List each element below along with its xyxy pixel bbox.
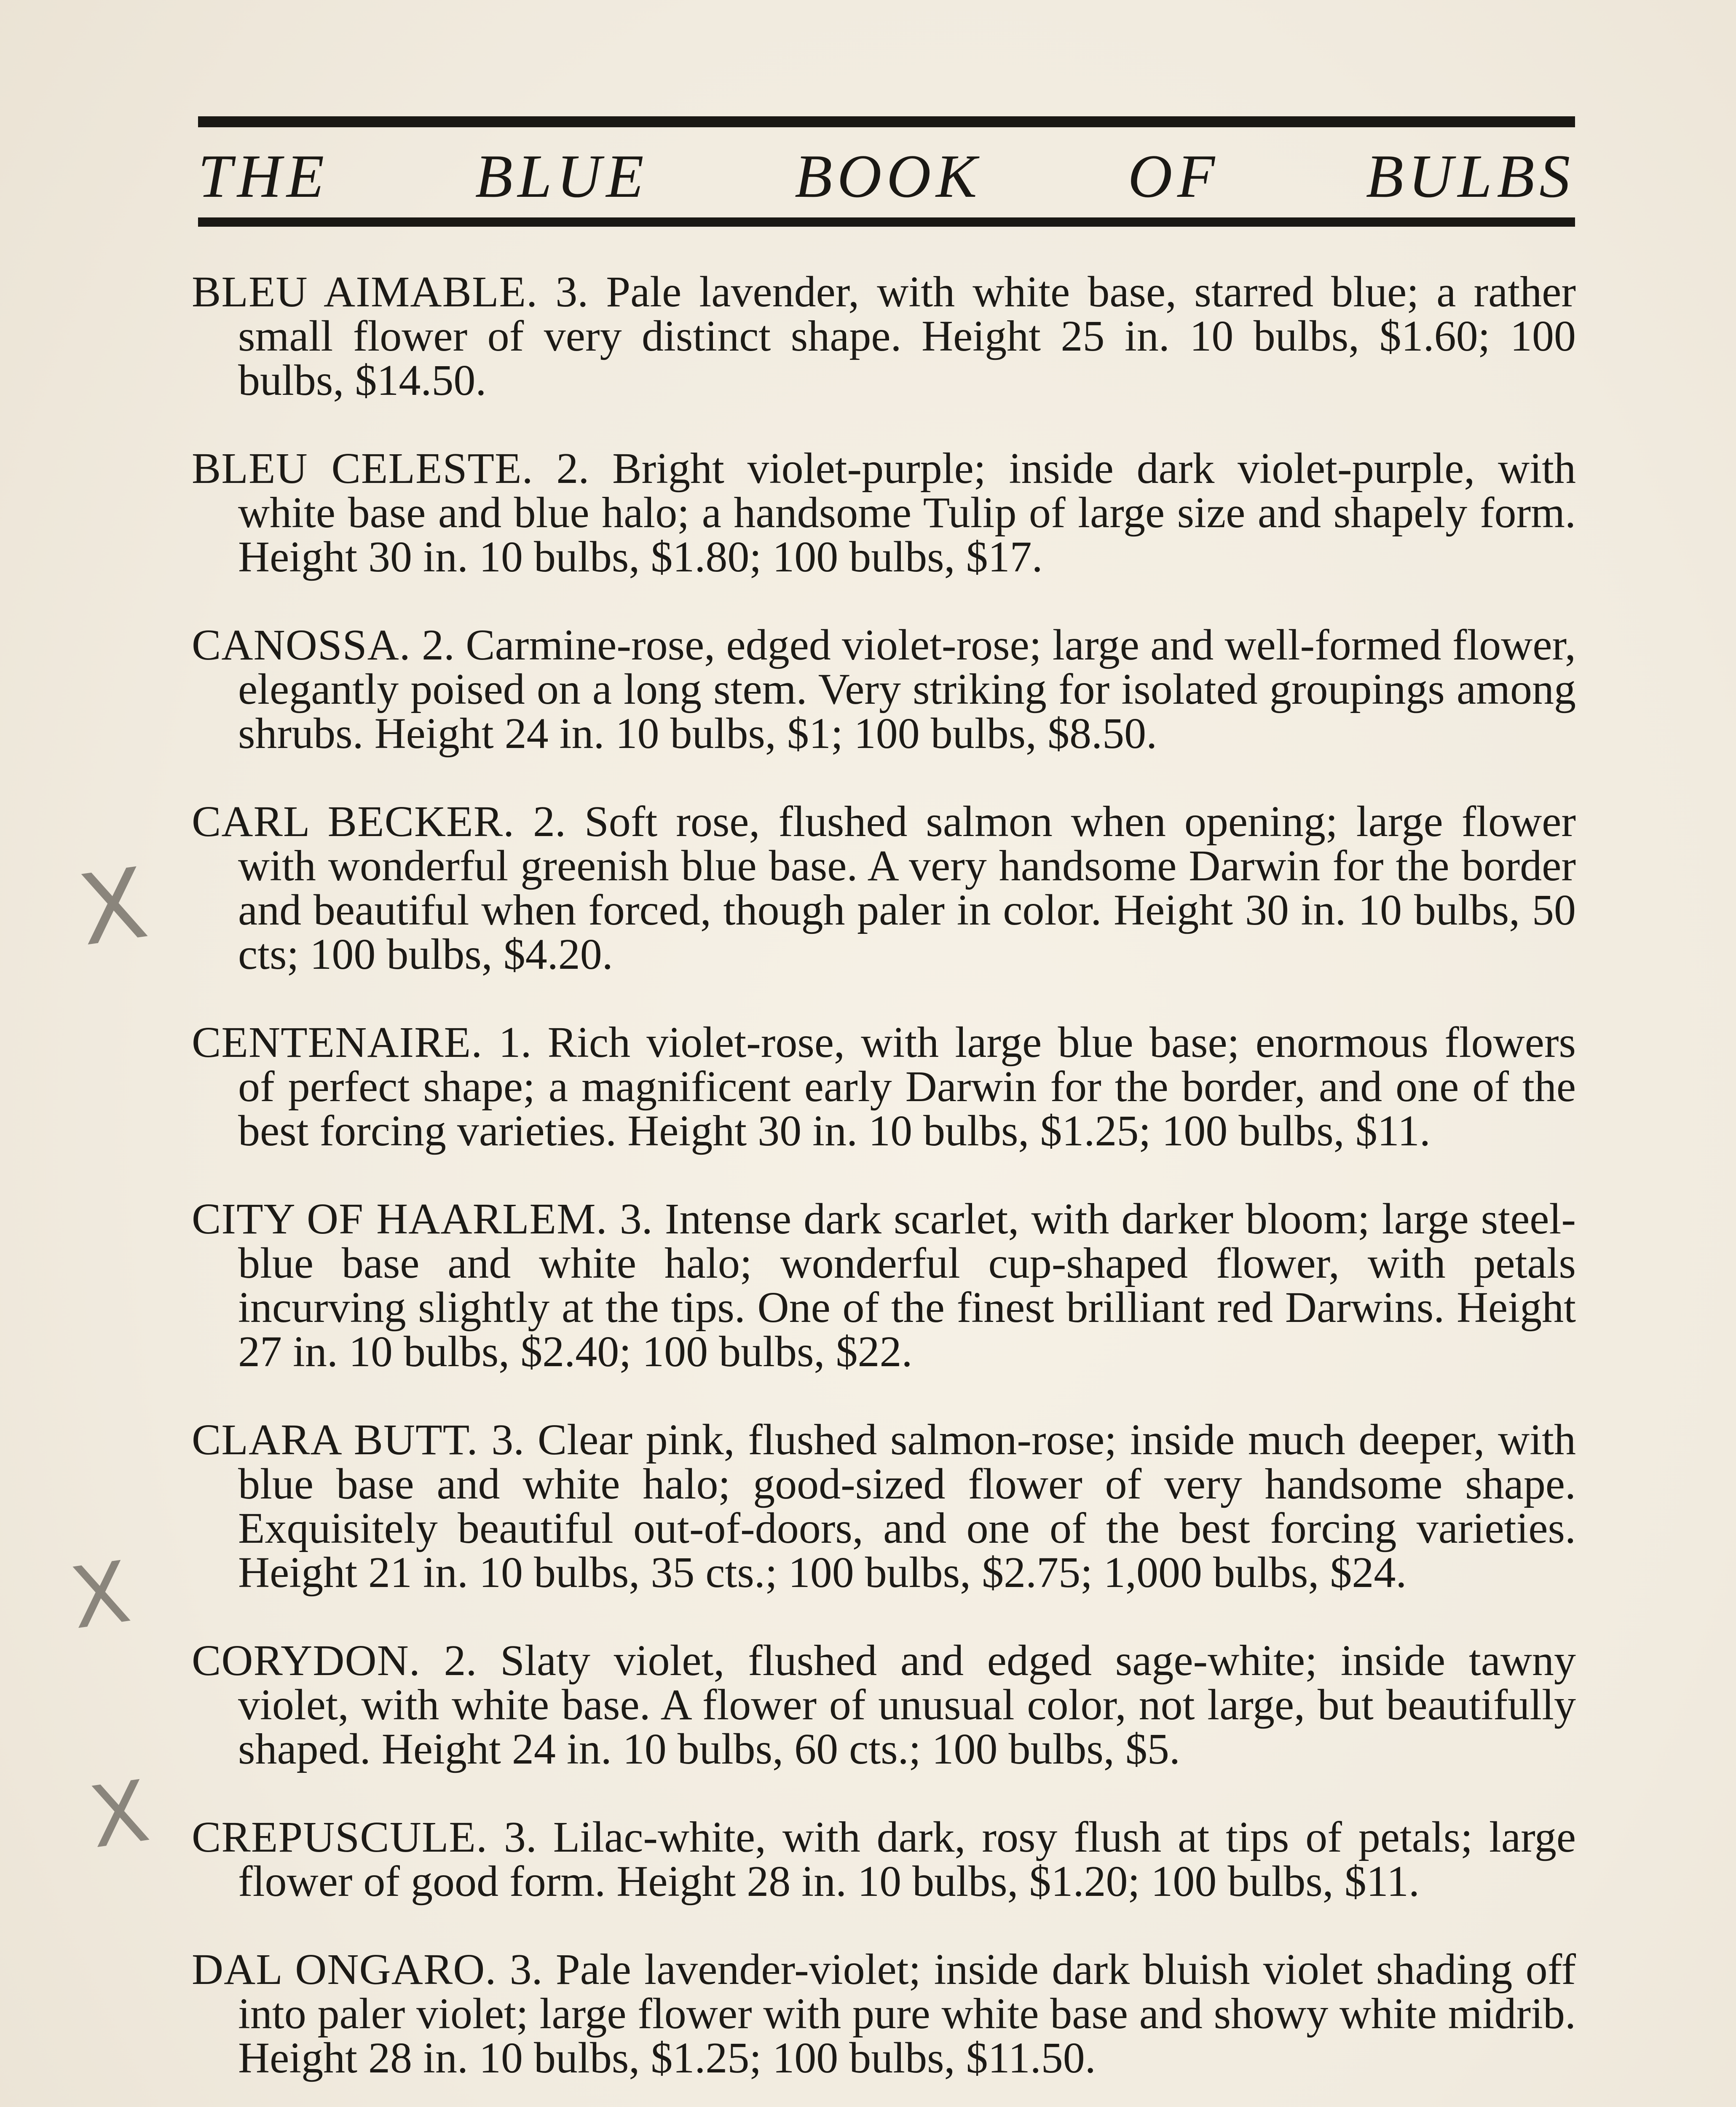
entry-description: 3. Lilac-white, with dark, rosy flush at tips of petals; large flower of good form. Height 28 in. 10 bulbs, $1.20; 100 bulbs, $11. (238, 1813, 1576, 1906)
entry-name: DAL ONGARO. (192, 1945, 497, 1994)
entry-name: CARL BECKER. (192, 797, 515, 846)
catalog-entry (192, 1813, 1576, 1906)
header-word: BLUE (475, 142, 649, 210)
catalog-entry (192, 623, 1576, 756)
header-word: THE (198, 142, 329, 210)
header-word: BOOK (795, 142, 982, 210)
entry-description: 1. Rich violet-rose, with large blue base; enormous flowers of perfect shape; a magnificent early Darwin for the border, and one of the best forcing varieties. Height 30 in. 10 bulbs, $1.25; 100 bulbs, $11. (238, 1018, 1576, 1155)
catalog-entry (192, 1197, 1576, 1374)
catalog-entry (192, 1638, 1576, 1771)
entry-name: CLARA BUTT. (192, 1415, 478, 1464)
header-word: OF (1128, 142, 1220, 210)
entry-description: 3. Intense dark scarlet, with darker bloom; large steel-blue base and white halo; wonderful cup-shaped flower, with petals incurving slightly at the tips. One of the finest brilliant red Darwins. Height 27 in. 10 bulbs, $2.40; 100 bulbs, $22. (238, 1195, 1576, 1376)
entry-name: BLEU AIMABLE. (192, 268, 538, 316)
entry-name: CENTENAIRE. (192, 1018, 483, 1067)
header-rule-top (198, 116, 1575, 127)
catalog-entries (192, 270, 1576, 2105)
catalog-entry (192, 446, 1576, 579)
entry-name: CORYDON. (192, 1636, 421, 1685)
entry-description: 2. Bright violet-purple; inside dark violet-purple, with white base and blue halo; a handsome Tulip of large size and shapely form. Height 30 in. 10 bulbs, $1.80; 100 bulbs, $17. (238, 444, 1576, 581)
entry-description: 2. Soft rose, flushed salmon when opening; large flower with wonderful greenish blue base. A very handsome Darwin for the border and beautiful when forced, though paler in color. Height 30 in. 10 bulbs, 50 cts; 100 bulbs, $4.20. (238, 797, 1576, 978)
header-word: BULBS (1366, 142, 1575, 210)
catalog-entry (192, 799, 1576, 976)
catalog-entry (192, 1947, 1576, 2080)
entry-description: 3. Clear pink, flushed salmon-rose; inside much deeper, with blue base and white halo; good-sized flower of very handsome shape. Exquisitely beautiful out-of-doors, and one of the best forcing varieties. Height 21 in. 10 bulbs, 35 cts.; 100 bulbs, $2.75; 1,000 bulbs, $24. (238, 1415, 1576, 1597)
entry-description: 3. Pale lavender-violet; inside dark bluish violet shading off into paler violet; large flower with pure white base and showy white midrib. Height 28 in. 10 bulbs, $1.25; 100 bulbs, $11.50. (238, 1945, 1576, 2082)
catalog-entry (192, 1020, 1576, 1153)
entry-name: BLEU CELESTE. (192, 444, 533, 493)
pencil-x-mark: X (65, 1543, 136, 1649)
entry-name: CANOSSA. (192, 621, 411, 669)
entry-description: 3. Pale lavender, with white base, starred blue; a rather small flower of very distinct shape. Height 25 in. 10 bulbs, $1.60; 100 bulbs, $14.50. (238, 268, 1576, 405)
pencil-x-mark: X (84, 1762, 155, 1868)
entry-description: 2. Carmine-rose, edged violet-rose; large and well-formed flower, elegantly poised on a long stem. Very striking for isolated groupings among shrubs. Height 24 in. 10 bulbs, $1; 100 bulbs, $8.50. (238, 621, 1576, 758)
catalog-entry (192, 1415, 1576, 1597)
entry-name: CITY OF HAARLEM. (192, 1195, 608, 1243)
entry-name: CREPUSCULE. (192, 1813, 488, 1861)
pencil-x-mark: X (72, 847, 154, 968)
entry-description: 2. Slaty violet, flushed and edged sage-white; inside tawny violet, with white base. A flower of unusual color, not large, but beautifully shaped. Height 24 in. 10 bulbs, 60 cts.; 100 bulbs, $5. (238, 1636, 1576, 1773)
catalog-entry (192, 268, 1576, 405)
running-header (198, 134, 1575, 218)
header-rule-bottom (198, 217, 1575, 227)
